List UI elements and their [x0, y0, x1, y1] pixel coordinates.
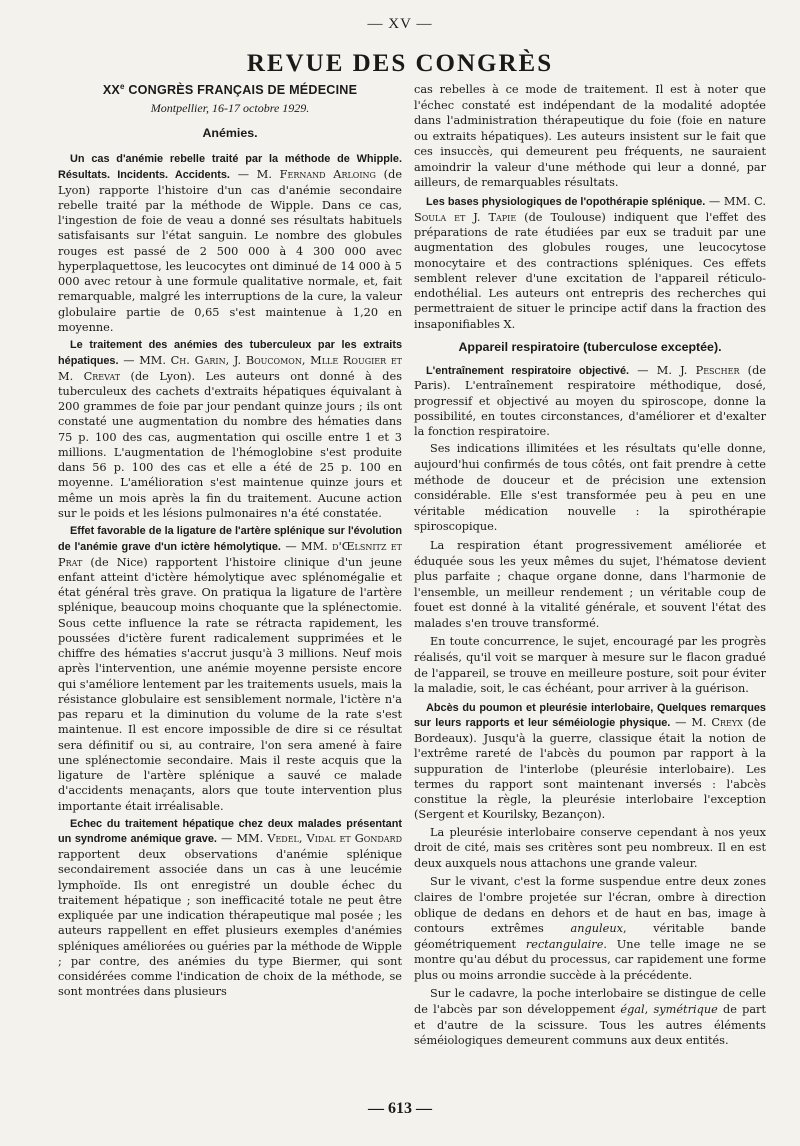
article-dash: —: [629, 363, 657, 377]
journal-title: REVUE DES CONGRÈS: [246, 50, 554, 77]
emphasis-text: anguleux: [570, 922, 623, 936]
paragraph-text: . Une telle image ne se montre qu'au début du processus, car rapidement une forme plus ou moins arrondie succède à la précédente.: [414, 937, 766, 982]
section-heading-respiratoire: Appareil respiratoire (tuberculose exceptée).: [458, 339, 722, 354]
article-text: (de Lyon) rapporte l'histoire d'un cas d'anémie secondaire rebelle traité par la méthode de Wipple. Dans ce cas, l'ingestion de foie de veau a donné ses résultats habituels satisfaisants sur l'état sanguin. Le nombre des globules rouges est passé de 2 500 000 à 4 300 000 avec hyperplaquettose, les leucocytes ont diminué de 14 000 à 5 000 avec retour à une formule qualitative normale, et, fait remarquable, malgré les interruptions de la cure, la valeur globulaire partie de 0,65 s'est maintenue à 1,20 en moyenne.: [58, 167, 403, 334]
article-authors: MM. Ch. Garin, J. Boucomon, Mlle Rougier et M. Crevat: [58, 353, 402, 383]
paragraph-text: Sur le cadavre, la poche interlobaire se distingue de celle de l'abcès par son développement: [414, 987, 766, 1017]
article-authors: M. J. Pescher: [656, 363, 740, 377]
article-abces-poumon: [414, 700, 766, 823]
article-authors: MM. Vedel, Vidal et Gondard: [236, 832, 402, 846]
article-title: Effet favorable de la ligature de l'artère splénique sur l'évolution de l'anémie grave d'un ictère hémolytique.: [58, 525, 402, 553]
article-text: rapportent deux observations d'anémie splénique secondairement associée dans un cas à une leucémie lymphoïde. Ils ont enregistré un double échec du traitement hépatique ; son inefficacité totale ne peut être expliquée par une indication thérapeutique mal posée ; les auteurs rappellent en effet plusieurs exemples d'anémies spléniques améliorées ou guéries par la méthode de Wipple ; par contre, des anémies du type Biermer, qui sont considérées comme l'indication de choix de la méthode, se sont montrées dans plusieurs: [58, 848, 402, 999]
article-text: (de Toulouse) indiquent que l'effet des préparations de rate étudiées par eux se traduit par une augmentation des globules rouges, une leucocytose monocytaire et des contractions spléniques. Ces effets semblent relever d'une excitation de l'appareil réticulo-endothélial. Les auteurs ont entrepris des recherches qui permettraient de situer le principe actif dans la fraction des insaponifiables X.: [414, 210, 766, 331]
article-opotherapie: [414, 194, 766, 332]
congress-title: [58, 82, 402, 97]
emphasis-text: symétrique: [653, 1003, 718, 1017]
article-authors: M. Creyx: [691, 716, 743, 730]
paragraph: La pleurésie interlobaire conserve cependant à nos yeux droit de cité, mais ses critères sont peu nombreux. Il en est deux auxquels nous attachons une grande valeur.: [414, 825, 766, 870]
article-title: Un cas d'anémie rebelle traité par la méthode de Whipple. Résultats. Incidents. Accidents.: [58, 153, 402, 181]
article-entrainement: [414, 363, 766, 440]
paragraph: Ses indications illimitées et les résultats qu'elle donne, aujourd'hui confirmés de tous côtés, ont fait prendre à cette méthode de douceur et de précision une extension considérable. Elle s'est transformée peu à peu en une véritable médication nouvelle : la spirothérapie spiroscopique.: [414, 442, 766, 534]
article-title: L'entraînement respiratoire objectivé.: [426, 364, 630, 377]
article-authors: MM. C. Soula et J. Tapie: [414, 195, 766, 224]
paragraph: La respiration étant progressivement améliorée et éduquée sous les yeux mêmes du sujet, l'hématose devient plus parfaite ; chaque organe donne, dans l'harmonie de l'ensemble, un meilleur rendement ; un véritable coup de fouet est donné à la vitalité générale, et souvent l'état des malades s'en trouve transformé.: [414, 538, 766, 630]
article-text: (de Bordeaux). Jusqu'à la guerre, classique était la notion de l'extrême rareté de l'abcès du poumon par rapport à la suppuration de l'interlobe (pleurésie interlobaire). Les termes du rapport sont maintenant inversés : l'abcès constitue la règle, la pleurésie interlobaire l'exception (Sergent et Kourilsky, Bezançon).: [414, 716, 767, 822]
article-dash: —: [229, 167, 257, 181]
left-column: [58, 80, 402, 1002]
running-head: — XV —: [367, 16, 433, 32]
article-whipple: [58, 151, 402, 335]
paragraph: En toute concurrence, le sujet, encouragé par les progrès réalisés, qu'il voit se marquer à mesure sur le flacon gradué de l'appareil, se trouve en meilleure posture, soit pour éviter la maladie, soit, le cas échéant, pour arriver à la guérison.: [414, 635, 766, 696]
continued-text: cas rebelles à ce mode de traitement. Il est à noter que l'échec constaté est indépendant de la modalité adoptée dans l'administration thérapeutique du foie (foie en nature ou extraits hépatiques). Les auteurs insistent sur le fait que ces insuccès, qui demeurent peu fréquents, ne sauraient amoindrir la valeur d'une méthode qui leur a donné, par ailleurs, de remarquables résultats.: [414, 83, 766, 190]
paragraph-text: , véritable bande géométriquement: [414, 922, 766, 951]
paragraph-text: ,: [644, 1003, 654, 1017]
right-column: [414, 82, 766, 1052]
paragraph: [414, 874, 766, 983]
congress-title-rest: CONGRÈS FRANÇAIS DE MÉDECINE: [124, 83, 358, 98]
article-title: Le traitement des anémies des tuberculeux par les extraits hépatiques.: [58, 339, 402, 367]
article-text: (de Lyon). Les auteurs ont donné à des tuberculeux des cachets d'extraits hépatiques équivalant à 200 grammes de foie par jour pendant quinze jours ; ils ont constaté une augmentation du nombre des hématies dans 75 p. 100 des cas, augmentation qui oscille entre 1 et 3 millions. L'augmentation de l'hémoglobine s'est produite dans 56 p. 100 des cas et elle a été de 25 p. 100 en moyenne. L'amélioration s'est maintenue quinze jours et même un mois après la fin du traitement. Aucune action sur le poids et les lésions pulmonaires n'a été constatée.: [58, 369, 403, 520]
article-title: Abcès du poumon et pleurésie interlobaire, Quelques remarques sur leurs rapports et leur séméiologie physique.: [414, 701, 766, 730]
section-heading-anemies: Anémies.: [202, 126, 258, 141]
article-authors: M. Fernand Arloing: [256, 167, 376, 181]
article-title: Echec du traitement hépatique chez deux malades présentant un syndrome anémique grave.: [58, 817, 402, 846]
article-echec-hepatique: [58, 816, 402, 1000]
article-dash: —: [705, 195, 724, 209]
article-text: (de Nice) rapportent l'histoire clinique d'un jeune enfant atteint d'ictère hémolytique avec splénomégalie et état général très grave. On pratiqua la ligature de l'artère splénique, beaucoup moins choquante que la splénectomie. Sous cette influence la rate se rétracta rapidement, les poussées d'ictère furent radicalement supprimées et le chiffre des hématies s'accrut jusqu'à 3 millions. Neuf mois après l'intervention, une anémie moyenne persiste encore qui s'améliore lentement par les traitements usuels, mais la résistance globulaire est sensiblement normale, l'ictère n'a pas reparu et la diminution du volume de la rate s'est maintenue. Il est encore impossible de dire si ce résultat sera définitif ou si, au contraire, l'on sera amené à faire une splénectomie secondaire. Mais il reste acquis que la ligature de l'artère splénique a sauvé ce malade d'accidents menaçants, alors que toute intervention plus importante était irréalisable.: [58, 555, 402, 813]
page-number: — 613 —: [368, 1100, 432, 1117]
emphasis-text: rectangulaire: [525, 937, 604, 951]
article-dash: —: [216, 832, 237, 846]
article-tuberculeux: [58, 337, 402, 521]
article-dash: —: [670, 716, 692, 730]
congress-title-sup: e: [120, 82, 125, 91]
emphasis-text: égal: [620, 1003, 645, 1017]
article-artere-splenique: [58, 523, 402, 814]
article-title: Les bases physiologiques de l'opothérapie splénique.: [426, 196, 706, 209]
paragraph-text: de part et d'autre de la scissure. Tous les autres éléments séméiologiques demeurent communs aux deux entités.: [414, 1003, 766, 1048]
congress-place-date: Montpellier, 16-17 octobre 1929.: [150, 101, 310, 116]
article-text: (de Paris). L'entraînement respiratoire méthodique, dosé, progressif et objectivé au moyen du spiroscope, donne la possibilité, en toutes circonstances, d'améliorer et d'exalter la fonction respiratoire.: [414, 363, 767, 439]
article-dash: —: [118, 353, 140, 367]
article-dash: —: [280, 539, 302, 553]
article-authors: MM. d'Œlsnitz et Prat: [58, 539, 402, 569]
paragraph-text: Sur le vivant, c'est la forme suspendue entre deux zones claires de l'ombre projetée sur l'écran, ombre à direction oblique de dedans en dehors et de haut en bas, image à contours extrêmes: [414, 875, 766, 936]
congress-title-prefix: XX: [102, 83, 121, 98]
paragraph: [414, 986, 766, 1048]
